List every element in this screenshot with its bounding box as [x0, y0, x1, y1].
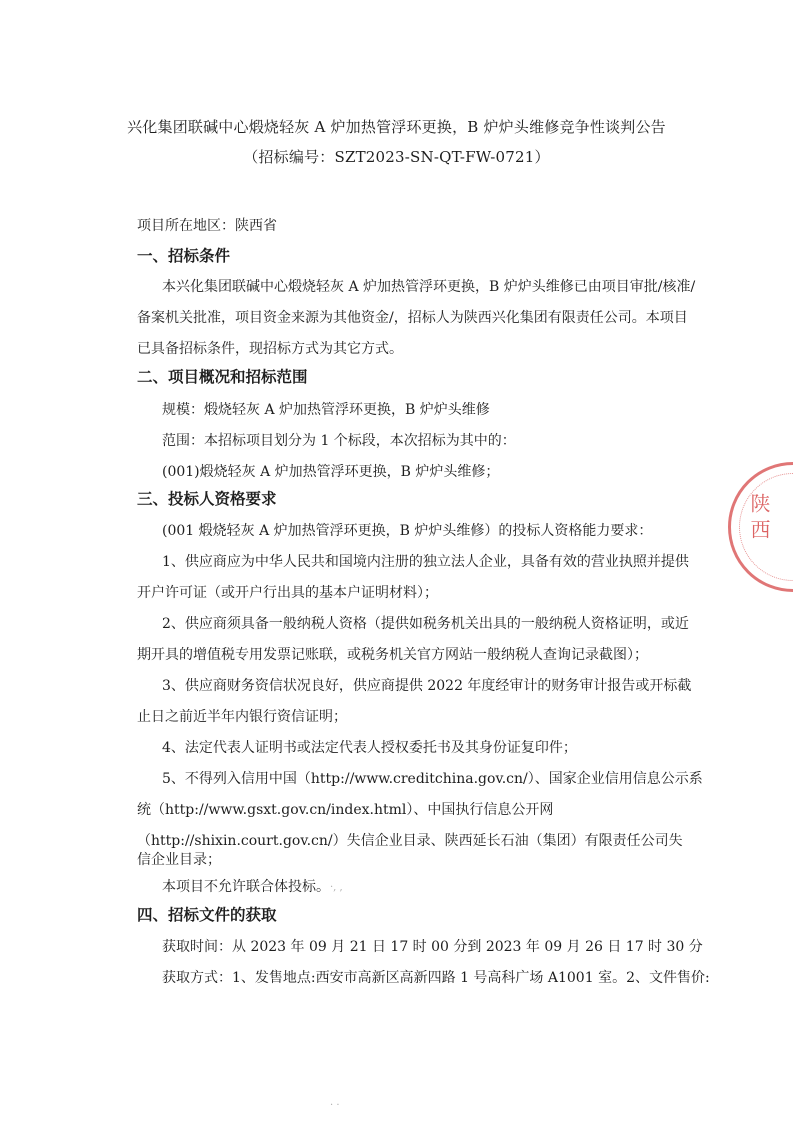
- qualification-intro: (001 煅烧轻灰 A 炉加热管浮环更换，B 炉炉头维修）的投标人资格能力要求：: [162, 523, 653, 539]
- requirement-line: （http://shixin.court.gov.cn/）失信企业目录、陕西延长石油（集团）有限责任公司失: [137, 833, 683, 849]
- official-seal-stamp: [728, 462, 793, 592]
- seal-text: 陕西: [747, 493, 771, 545]
- project-scale: 规模：煅烧轻灰 A 炉加热管浮环更换，B 炉炉头维修: [162, 402, 490, 418]
- section-heading-qualifications: 三、投标人资格要求: [137, 490, 277, 508]
- requirement-line: 4、法定代表人证明书或法定代表人授权委托书及其身份证复印件；: [162, 740, 577, 756]
- acquisition-method: 获取方式：1、发售地点:西安市高新区高新四路 1 号高科广场 A1001 室。2、文件售价:: [162, 970, 710, 986]
- scan-smudge: · ·: [330, 1100, 340, 1111]
- requirement-line: 统（http://www.gsxt.gov.cn/index.html）、中国执行信息公开网: [137, 802, 554, 818]
- tender-number: （招标编号：SZT2023-SN-QT-FW-0721）: [243, 148, 550, 166]
- requirement-line: 1、供应商应为中华人民共和国境内注册的独立法人企业，具备有效的营业执照并提供: [162, 554, 689, 570]
- requirement-line: 开户许可证（或开户行出具的基本户证明材料）；: [137, 585, 438, 601]
- requirement-line: 2、供应商须具备一般纳税人资格（提供如税务机关出具的一般纳税人资格证明，或近: [162, 616, 689, 632]
- project-region: 项目所在地区：陕西省: [137, 218, 277, 234]
- project-lot: (001)煅烧轻灰 A 炉加热管浮环更换，B 炉炉头维修；: [162, 464, 500, 480]
- scan-smudge: ·, ,: [330, 882, 343, 893]
- paragraph-line: 已具备招标条件，现招标方式为其它方式。: [137, 341, 403, 357]
- paragraph-line: 备案机关批准，项目资金来源为其他资金/，招标人为陕西兴化集团有限责任公司。本项目: [137, 310, 688, 326]
- section-heading-project-overview: 二、项目概况和招标范围: [137, 368, 308, 386]
- section-heading-tender-conditions: 一、招标条件: [137, 247, 231, 265]
- consortium-note: 本项目不允许联合体投标。: [162, 879, 330, 895]
- document-title: 兴化集团联碱中心煅烧轻灰 A 炉加热管浮环更换，B 炉炉头维修竞争性谈判公告: [127, 118, 666, 136]
- requirement-line: 期开具的增值税专用发票记账联，或税务机关官方网站一般纳税人查询记录截图）；: [137, 647, 648, 663]
- project-scope: 范围：本招标项目划分为 1 个标段，本次招标为其中的：: [162, 433, 516, 449]
- requirement-line: 3、供应商财务资信状况良好，供应商提供 2022 年度经审计的财务审计报告或开标截: [162, 678, 692, 694]
- requirement-line: 信企业目录；: [137, 852, 221, 868]
- paragraph-line: 本兴化集团联碱中心煅烧轻灰 A 炉加热管浮环更换，B 炉炉头维修已由项目审批/核准/: [162, 279, 696, 295]
- section-heading-document-acquisition: 四、招标文件的获取: [137, 906, 277, 924]
- requirement-line: 止日之前近半年内银行资信证明；: [137, 709, 347, 725]
- acquisition-time: 获取时间：从 2023 年 09 月 21 日 17 时 00 分到 2023 年 09 月 26 日 17 时 30 分: [162, 939, 703, 955]
- requirement-line: 5、不得列入信用中国（http://www.creditchina.gov.cn/）、国家企业信用信息公示系: [162, 771, 703, 787]
